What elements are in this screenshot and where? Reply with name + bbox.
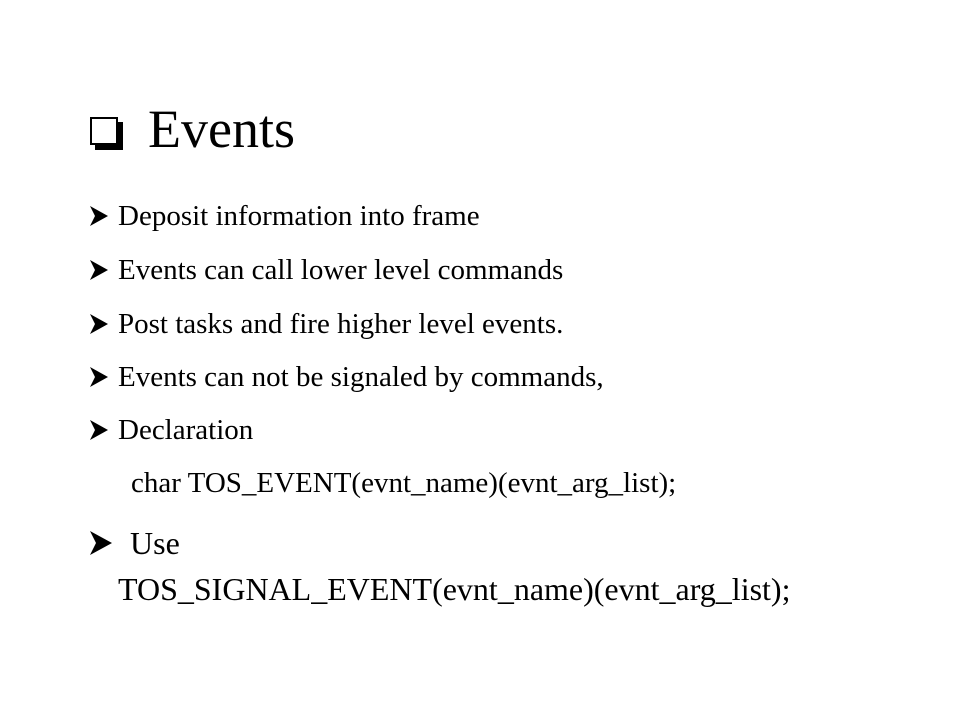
arrow-bullet-icon — [90, 367, 108, 387]
use-bullet-row — [90, 520, 790, 566]
bullet-item — [90, 196, 480, 236]
arrow-bullet-icon — [90, 260, 108, 280]
slide-title: Events — [148, 99, 295, 159]
bullet-text: Events can call lower level commands — [118, 254, 564, 286]
bullet-text: Events can not be signaled by commands, — [118, 361, 604, 393]
use-bullet — [90, 520, 790, 612]
arrow-bullet-icon — [90, 420, 108, 440]
bullet-item — [90, 304, 563, 344]
bullet-item — [90, 357, 604, 397]
hollow-square-bullet-icon — [90, 117, 118, 145]
bullet-text: Declaration — [118, 414, 254, 446]
declaration-code: char TOS_EVENT(evnt_name)(evnt_arg_list); — [131, 467, 677, 499]
bullet-text: Deposit information into frame — [118, 200, 480, 232]
arrow-bullet-icon — [90, 314, 108, 334]
bullet-item — [90, 250, 563, 290]
bullet-text: Post tasks and fire higher level events. — [118, 308, 564, 340]
use-label: Use — [130, 525, 180, 561]
bullet-item — [90, 410, 253, 450]
arrow-bullet-icon — [90, 531, 112, 555]
arrow-bullet-icon — [90, 206, 108, 226]
use-code: TOS_SIGNAL_EVENT(evnt_name)(evnt_arg_list); — [118, 571, 791, 607]
slide-title-row — [90, 98, 295, 160]
